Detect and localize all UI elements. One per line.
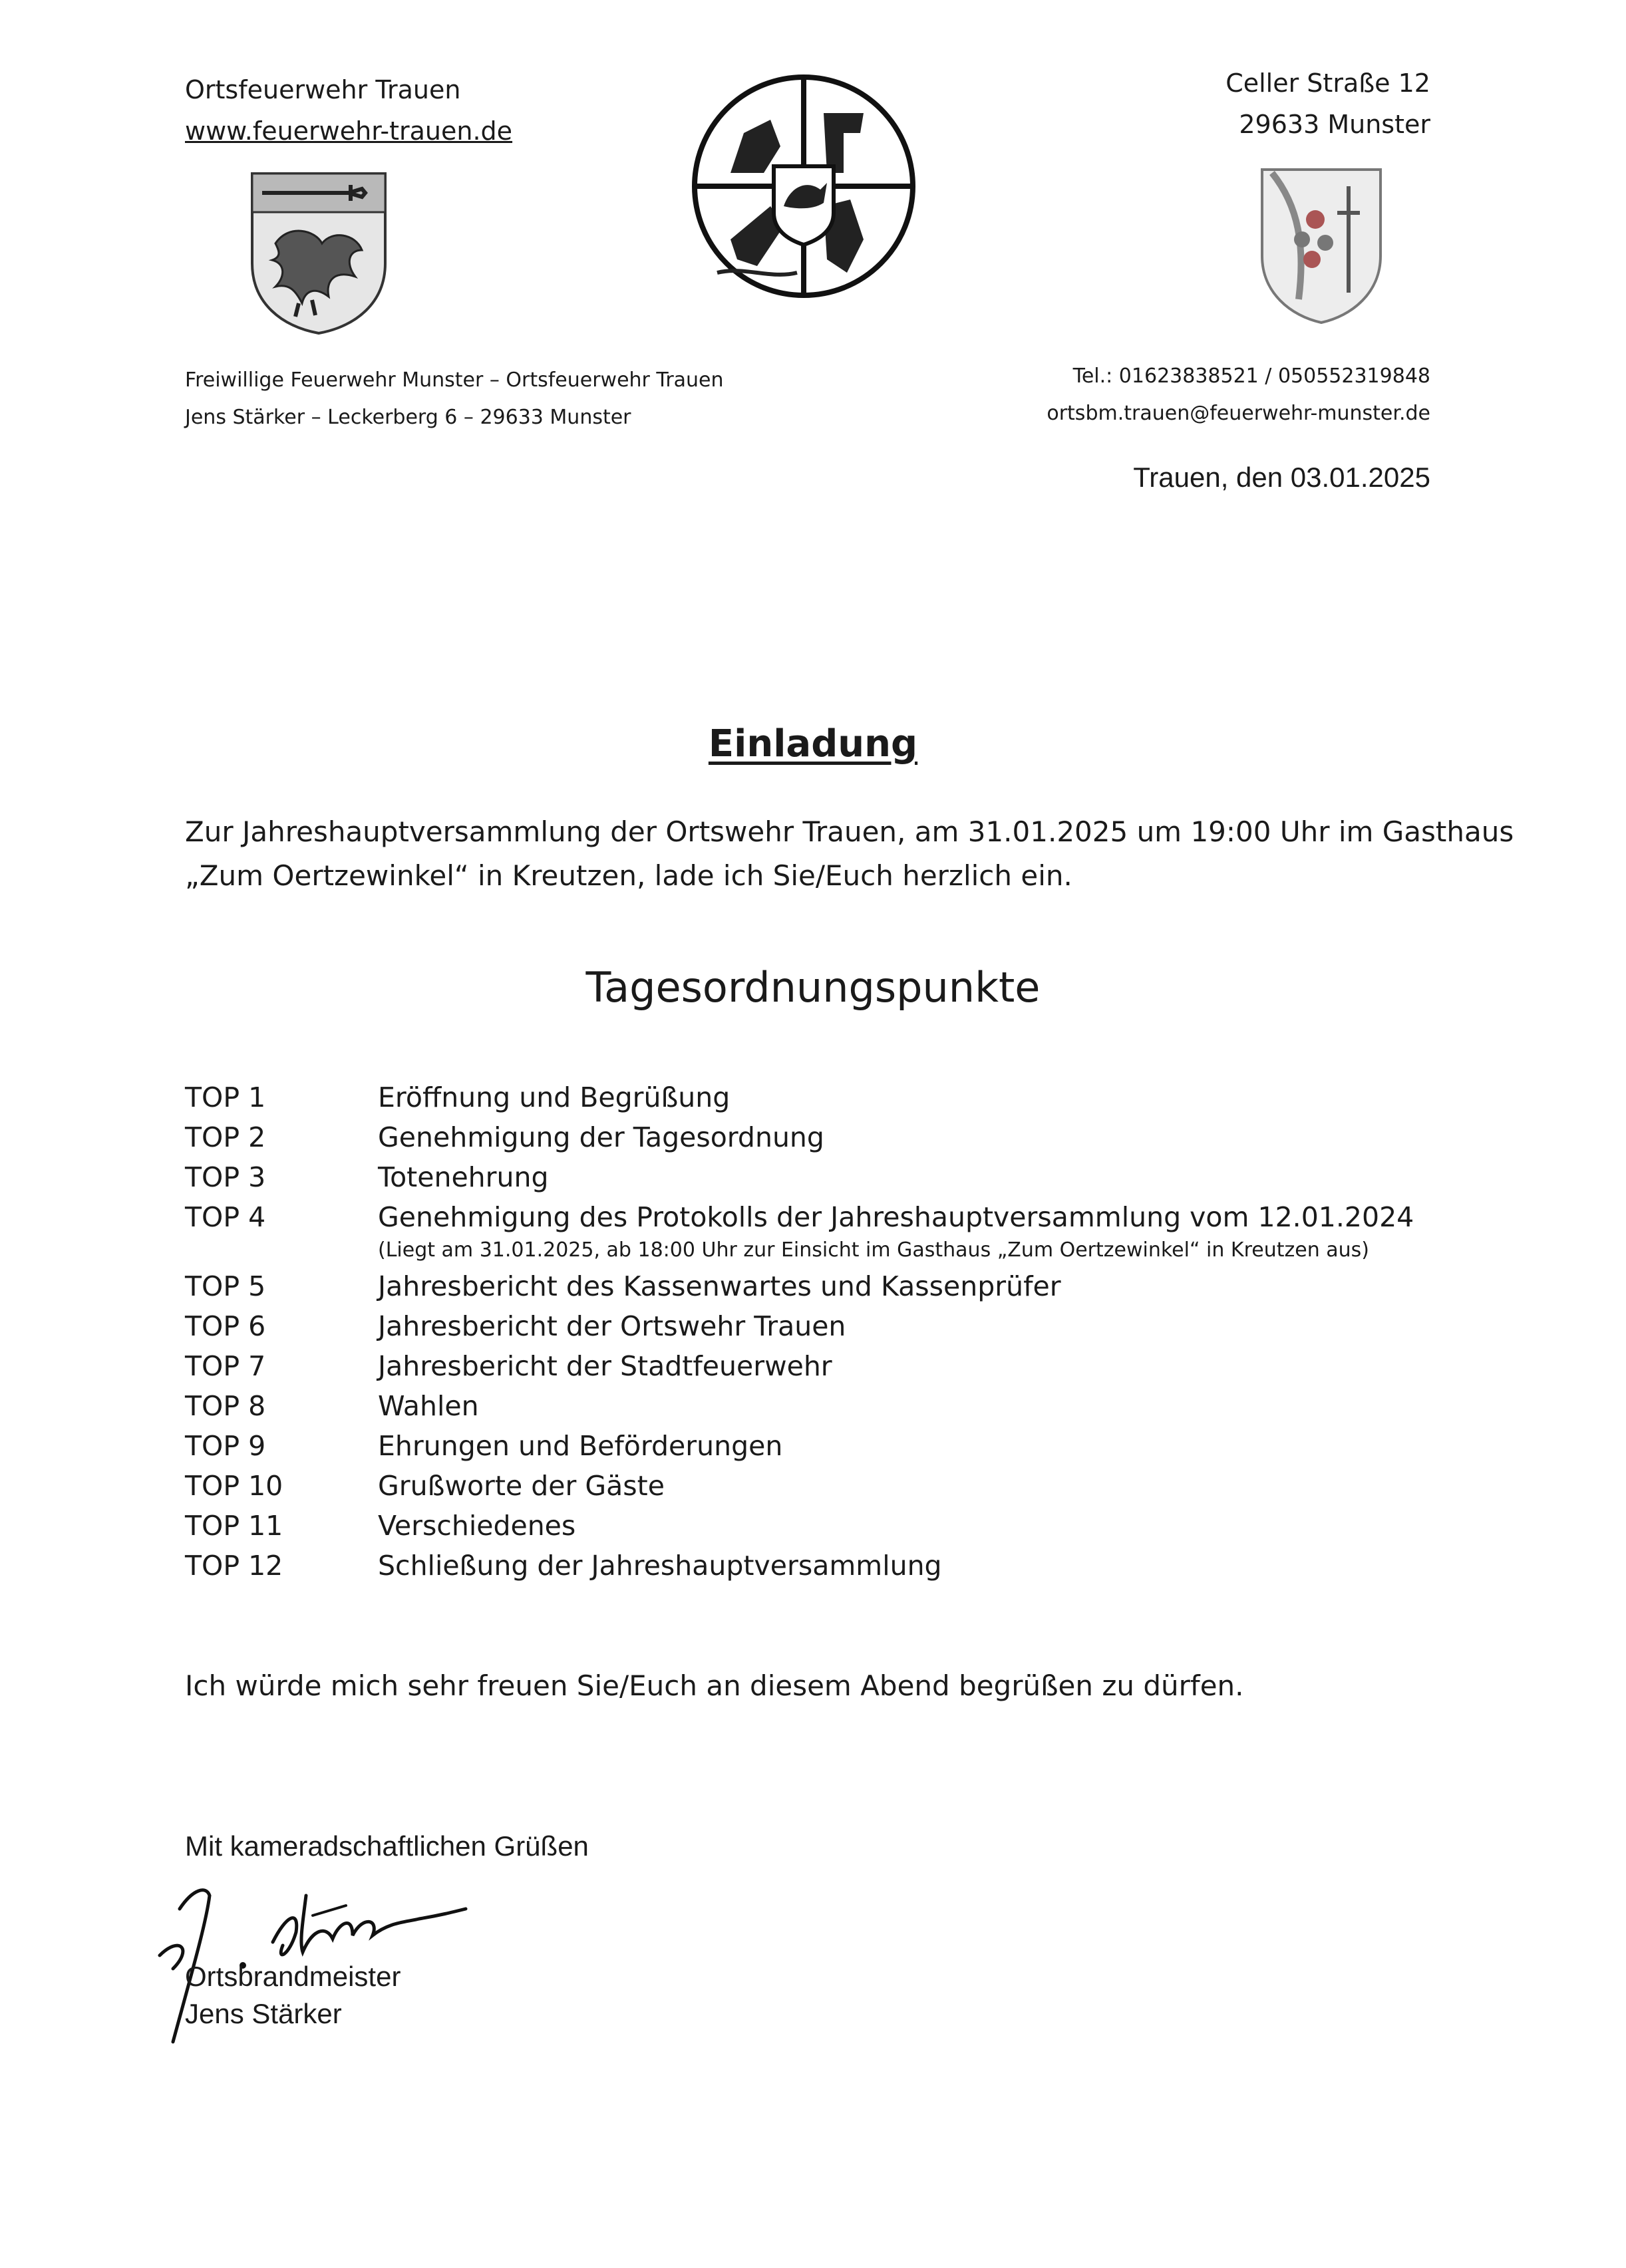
agenda-item	[185, 1510, 1449, 1550]
contact-block	[1047, 358, 1430, 432]
agenda-item-text: Genehmigung der Tagesordnung	[378, 1121, 824, 1153]
agenda-item	[185, 1430, 1449, 1470]
website-link[interactable]: www.feuerwehr-trauen.de	[185, 116, 513, 146]
agenda-item-note: (Liegt am 31.01.2025, ab 18:00 Uhr zur Einsicht im Gasthaus „Zum Oertzewinkel“ in Kreutzen aus)	[378, 1238, 1369, 1262]
agenda-item-number: TOP 11	[185, 1510, 283, 1542]
agenda-item-number: TOP 3	[185, 1161, 266, 1193]
agenda-item	[185, 1201, 1449, 1241]
agenda-item	[185, 1121, 1449, 1161]
signature-block	[185, 1958, 401, 2033]
agenda-item-number: TOP 4	[185, 1201, 266, 1233]
agenda-item-text: Jahresbericht der Ortswehr Trauen	[378, 1310, 846, 1342]
agenda-item-number: TOP 5	[185, 1270, 266, 1302]
agenda-item-number: TOP 10	[185, 1470, 283, 1502]
agenda-item-text: Schließung der Jahreshauptversammlung	[378, 1550, 942, 1582]
agenda-item-text: Ehrungen und Beförderungen	[378, 1430, 783, 1462]
munster-coat-of-arms-icon	[1259, 166, 1384, 326]
agenda-item-text: Jahresbericht des Kassenwartes und Kassenprüfer	[378, 1270, 1061, 1302]
sender-line-1: Freiwillige Feuerwehr Munster – Ortsfeuerwehr Trauen	[185, 368, 724, 392]
street: Celler Straße 12	[1225, 69, 1430, 98]
sender-block	[185, 362, 724, 436]
agenda-item-number: TOP 1	[185, 1081, 266, 1113]
intro-text	[185, 810, 1514, 898]
agenda-item-text: Genehmigung des Protokolls der Jahreshauptversammlung vom 12.01.2024	[378, 1201, 1414, 1233]
agenda-item-text: Eröffnung und Begrüßung	[378, 1081, 731, 1113]
fire-brigade-emblem-icon	[691, 73, 917, 299]
email[interactable]: ortsbm.trauen@feuerwehr-munster.de	[1047, 402, 1430, 425]
address-block	[1225, 63, 1430, 145]
agenda-item-number: TOP 12	[185, 1550, 283, 1582]
greeting: Mit kameradschaftlichen Grüßen	[185, 1830, 589, 1862]
agenda-item-text: Totenehrung	[378, 1161, 549, 1193]
agenda-item-text: Wahlen	[378, 1390, 479, 1422]
agenda-item	[185, 1161, 1449, 1201]
agenda-item-text: Verschiedenes	[378, 1510, 576, 1542]
phone: Tel.: 01623838521 / 050552319848	[1072, 364, 1430, 388]
agenda-item	[185, 1390, 1449, 1430]
sender-line-2: Jens Stärker – Leckerberg 6 – 29633 Munster	[185, 406, 631, 429]
org-block	[185, 69, 512, 152]
intro-line-2: „Zum Oertzewinkel“ in Kreutzen, lade ich Sie/Euch herzlich ein.	[185, 859, 1072, 892]
intro-line-1: Zur Jahreshauptversammlung der Ortswehr Trauen, am 31.01.2025 um 19:00 Uhr im Gasthaus	[185, 815, 1514, 848]
agenda-item	[185, 1550, 1449, 1590]
signer-role: Ortsbrandmeister	[185, 1961, 401, 1992]
agenda-item-text: Grußworte der Gäste	[378, 1470, 665, 1502]
agenda-item-number: TOP 7	[185, 1350, 266, 1382]
city: 29633 Munster	[1239, 110, 1430, 139]
agenda-title: Tagesordnungspunkte	[585, 963, 1041, 1012]
agenda-item-number: TOP 2	[185, 1121, 266, 1153]
date-line: Trauen, den 03.01.2025	[1133, 462, 1430, 493]
agenda-item	[185, 1270, 1449, 1310]
agenda-item	[185, 1310, 1449, 1350]
signer-name: Jens Stärker	[185, 1998, 342, 2029]
dragon-coat-of-arms-icon	[249, 170, 389, 337]
agenda-item	[185, 1470, 1449, 1510]
closing-text: Ich würde mich sehr freuen Sie/Euch an diesem Abend begrüßen zu dürfen.	[185, 1669, 1244, 1702]
agenda-item-number: TOP 9	[185, 1430, 266, 1462]
agenda-item	[185, 1350, 1449, 1390]
agenda-item-text: Jahresbericht der Stadtfeuerwehr	[378, 1350, 832, 1382]
letter-title: Einladung	[708, 722, 918, 766]
agenda-item-number: TOP 6	[185, 1310, 266, 1342]
org-name: Ortsfeuerwehr Trauen	[185, 75, 461, 104]
agenda-item	[185, 1081, 1449, 1121]
agenda-item-number: TOP 8	[185, 1390, 266, 1422]
